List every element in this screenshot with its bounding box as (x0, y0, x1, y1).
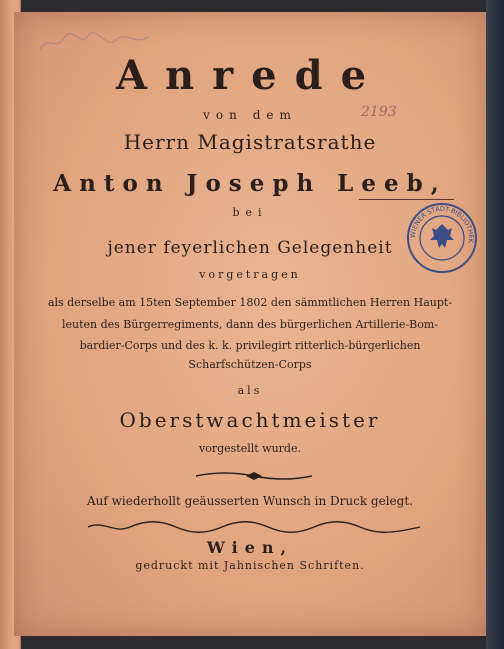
pencil-underline (359, 199, 454, 200)
body-line-2: leuten des Bürgerregiments, dann des bürgerlichen Artillerie-Bom- (61, 318, 439, 331)
title-page (14, 12, 486, 636)
occasion-line: jener feyerlichen Gelegenheit (107, 238, 393, 258)
pencil-shelfmark: 2193 (361, 104, 397, 120)
von-dem: von dem (203, 108, 297, 122)
printer-line: gedruckt mit Jahnischen Schriften. (135, 559, 365, 572)
reprint-note: Auf wiederhollt geäusserten Wunsch in Druck gelegt. (87, 494, 413, 508)
ornament-rule-icon (84, 518, 424, 536)
ornament-divider-icon (194, 469, 314, 483)
rank-line: Oberstwachtmeister (119, 408, 381, 432)
title: Anrede (115, 52, 385, 99)
place: Wien, (206, 538, 294, 557)
stamp-text: WIENER STADT-BIBLIOTHEK (408, 204, 476, 244)
body-line-3: bardier-Corps und des k. k. privilegirt ritterlich-bürgerlichen (79, 339, 421, 352)
vorgestellt-line: vorgestellt wurde. (199, 442, 301, 455)
book-spine (486, 0, 504, 649)
bei: bei (232, 206, 268, 219)
als: als (237, 384, 263, 397)
vorgetragen: vorgetragen (199, 268, 301, 281)
herrn-line: Herrn Magistratsrathe (123, 130, 377, 154)
body-line-1: als derselbe am 15ten September 1802 den sämmtlichen Herren Haupt- (47, 296, 453, 309)
author-name: Anton Joseph Leeb, (53, 170, 447, 197)
body-line-4: Scharfschützen-Corps (188, 358, 312, 371)
